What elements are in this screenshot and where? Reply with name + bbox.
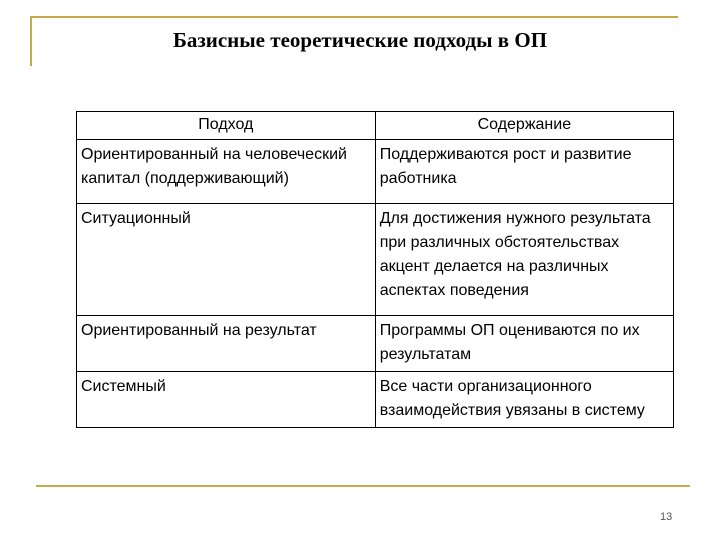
table-row xyxy=(77,140,674,204)
table-row xyxy=(77,316,674,372)
table-row xyxy=(77,372,674,428)
cell-content: Программы ОП оцениваются по их результатам xyxy=(375,316,673,372)
approaches-table xyxy=(76,111,674,428)
cell-approach: Ситуационный xyxy=(77,204,376,316)
table-row xyxy=(77,204,674,316)
table-header-row xyxy=(77,112,674,140)
cell-approach: Системный xyxy=(77,372,376,428)
page-number: 13 xyxy=(660,511,673,523)
frame-bottom-line xyxy=(36,485,690,487)
slide-title: Базисные теоретические подходы в ОП xyxy=(172,28,548,52)
cell-content: Поддерживаются рост и развитие работника xyxy=(375,140,673,204)
header-approach: Подход xyxy=(77,112,376,140)
header-content: Содержание xyxy=(375,112,673,140)
frame-top-line xyxy=(30,16,678,18)
cell-content: Для достижения нужного результата при различных обстоятельствах акцент делается на различных аспектах поведения xyxy=(375,204,673,316)
cell-approach: Ориентированный на результат xyxy=(77,316,376,372)
cell-approach: Ориентированный на человеческий капитал (поддерживающий) xyxy=(77,140,376,204)
cell-content: Все части организационного взаимодействия увязаны в систему xyxy=(375,372,673,428)
